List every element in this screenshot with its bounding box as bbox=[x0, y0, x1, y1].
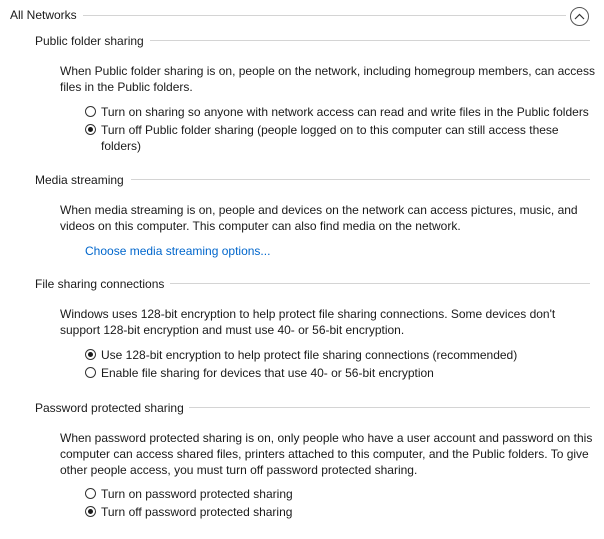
radio-label: Enable file sharing for devices that use 40- or 56-bit encryption bbox=[101, 366, 434, 380]
radio-button[interactable] bbox=[85, 367, 96, 378]
radio-label: Turn off Public folder sharing (people logged on to this computer can still access these folders) bbox=[101, 123, 559, 153]
group-title: All Networks bbox=[10, 8, 77, 22]
section-title-media-streaming: Media streaming bbox=[35, 173, 124, 187]
section-title-public-folder: Public folder sharing bbox=[35, 34, 144, 48]
radio-label: Turn off password protected sharing bbox=[101, 505, 293, 519]
radio-button[interactable] bbox=[85, 106, 96, 117]
section-divider bbox=[189, 407, 590, 408]
radio-public-folder-on[interactable] bbox=[85, 104, 590, 120]
radio-label: Turn on sharing so anyone with network access can read and write files in the Public folders bbox=[101, 105, 589, 119]
radio-label: Use 128-bit encryption to help protect file sharing connections (recommended) bbox=[101, 348, 518, 362]
public-folder-description: When Public folder sharing is on, people on the network, including homegroup members, can access files in the Public folders. bbox=[60, 64, 595, 94]
radio-button[interactable] bbox=[85, 124, 96, 135]
section-divider bbox=[131, 179, 590, 180]
chevron-up-icon bbox=[574, 13, 585, 20]
group-divider bbox=[83, 15, 566, 16]
section-title-file-sharing: File sharing connections bbox=[35, 277, 165, 291]
media-description: When media streaming is on, people and devices on the network can access pictures, music, and videos on this computer. This computer can also find media on the network. bbox=[60, 203, 578, 233]
radio-password-sharing-on[interactable] bbox=[85, 486, 590, 502]
radio-button[interactable] bbox=[85, 488, 96, 499]
file-sharing-description: Windows uses 128-bit encryption to help protect file sharing connections. Some devices don't support 128-bit encryption and must use 40- or 56-bit encryption. bbox=[60, 307, 556, 337]
radio-public-folder-off[interactable] bbox=[85, 122, 590, 154]
radio-128bit-encryption[interactable] bbox=[85, 347, 590, 363]
section-divider bbox=[170, 283, 590, 284]
section-divider bbox=[150, 40, 590, 41]
radio-label: Turn on password protected sharing bbox=[101, 487, 293, 501]
section-title-password-sharing: Password protected sharing bbox=[35, 401, 184, 415]
password-description: When password protected sharing is on, only people who have a user account and password on this computer can access shared files, printers attached to this computer, and the Public folders. To give other people access, you must turn off password protected sharing. bbox=[60, 431, 593, 477]
radio-40-56bit-encryption[interactable] bbox=[85, 365, 590, 381]
radio-password-sharing-off[interactable] bbox=[85, 504, 590, 520]
collapse-button[interactable] bbox=[570, 7, 589, 26]
radio-button[interactable] bbox=[85, 349, 96, 360]
radio-button[interactable] bbox=[85, 506, 96, 517]
media-streaming-options-link[interactable]: Choose media streaming options... bbox=[85, 244, 271, 258]
